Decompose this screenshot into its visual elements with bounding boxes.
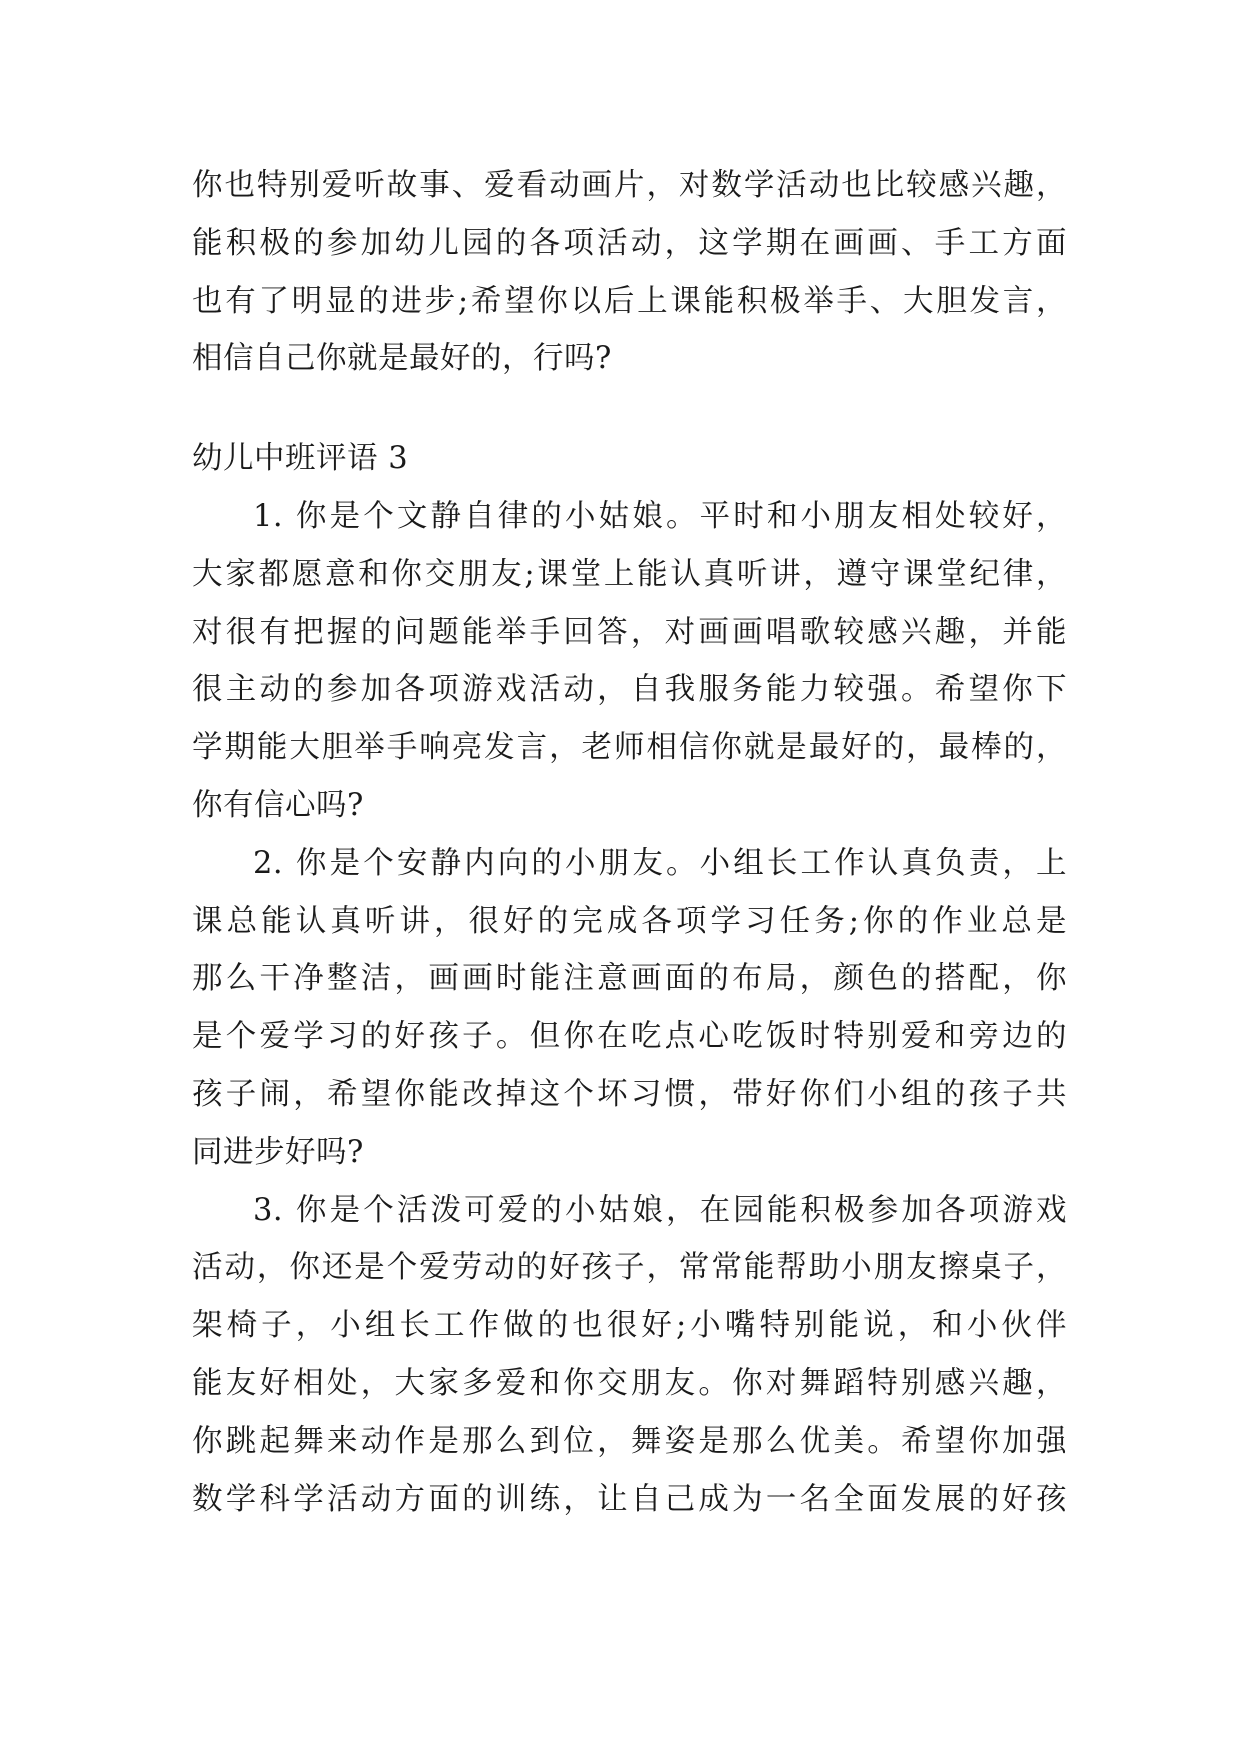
comment-item-1 <box>192 488 1067 835</box>
text-line: 能积极的参加幼儿园的各项活动，这学期在画画、手工方面 <box>192 225 1067 261</box>
text-line: 大家都愿意和你交朋友;课堂上能认真听讲，遵守课堂纪律， <box>192 556 1067 592</box>
section-spacer <box>192 388 1067 430</box>
text-line: 相信自己你就是最好的，行吗? <box>192 341 612 377</box>
comment-item-2 <box>192 835 1067 1182</box>
text-line: 你也特别爱听故事、爱看动画片，对数学活动也比较感兴趣， <box>192 168 1067 203</box>
text-line: 3. 你是个活泼可爱的小姑娘，在园能积极参加各项游戏 <box>253 1192 1067 1228</box>
comment-item-3 <box>192 1182 1067 1529</box>
intro-paragraph <box>192 157 1067 388</box>
text-line: 也有了明显的进步;希望你以后上课能积极举手、大胆发言， <box>192 283 1067 319</box>
text-line: 能友好相处，大家多爱和你交朋友。你对舞蹈特别感兴趣， <box>192 1365 1067 1401</box>
text-line: 架椅子，小组长工作做的也很好;小嘴特别能说，和小伙伴 <box>192 1308 1067 1344</box>
text-line: 那么干净整洁，画画时能注意画面的布局，颜色的搭配，你 <box>192 961 1067 997</box>
text-line: 1. 你是个文静自律的小姑娘。平时和小朋友相处较好， <box>253 498 1067 534</box>
text-line: 你跳起舞来动作是那么到位，舞姿是那么优美。希望你加强 <box>192 1423 1067 1459</box>
text-line: 很主动的参加各项游戏活动，自我服务能力较强。希望你下 <box>192 672 1067 708</box>
text-line: 孩子闹，希望你能改掉这个坏习惯，带好你们小组的孩子共 <box>192 1076 1067 1112</box>
text-line: 对很有把握的问题能举手回答，对画画唱歌较感兴趣，并能 <box>192 614 1067 650</box>
text-line: 2. 你是个安静内向的小朋友。小组长工作认真负责，上 <box>253 845 1067 881</box>
text-line: 是个爱学习的好孩子。但你在吃点心吃饭时特别爱和旁边的 <box>192 1019 1067 1055</box>
section-heading: 幼儿中班评语 3 <box>192 441 409 477</box>
text-line: 你有信心吗? <box>192 787 364 823</box>
text-line: 数学科学活动方面的训练，让自己成为一名全面发展的好孩 <box>192 1481 1067 1517</box>
text-line: 同进步好吗? <box>192 1134 364 1170</box>
text-line: 学期能大胆举手响亮发言，老师相信你就是最好的，最棒的， <box>192 730 1067 766</box>
text-line: 活动，你还是个爱劳动的好孩子，常常能帮助小朋友擦桌子， <box>192 1250 1067 1286</box>
text-line: 课总能认真听讲，很好的完成各项学习任务;你的作业总是 <box>192 903 1067 939</box>
document-body <box>192 157 1067 1528</box>
